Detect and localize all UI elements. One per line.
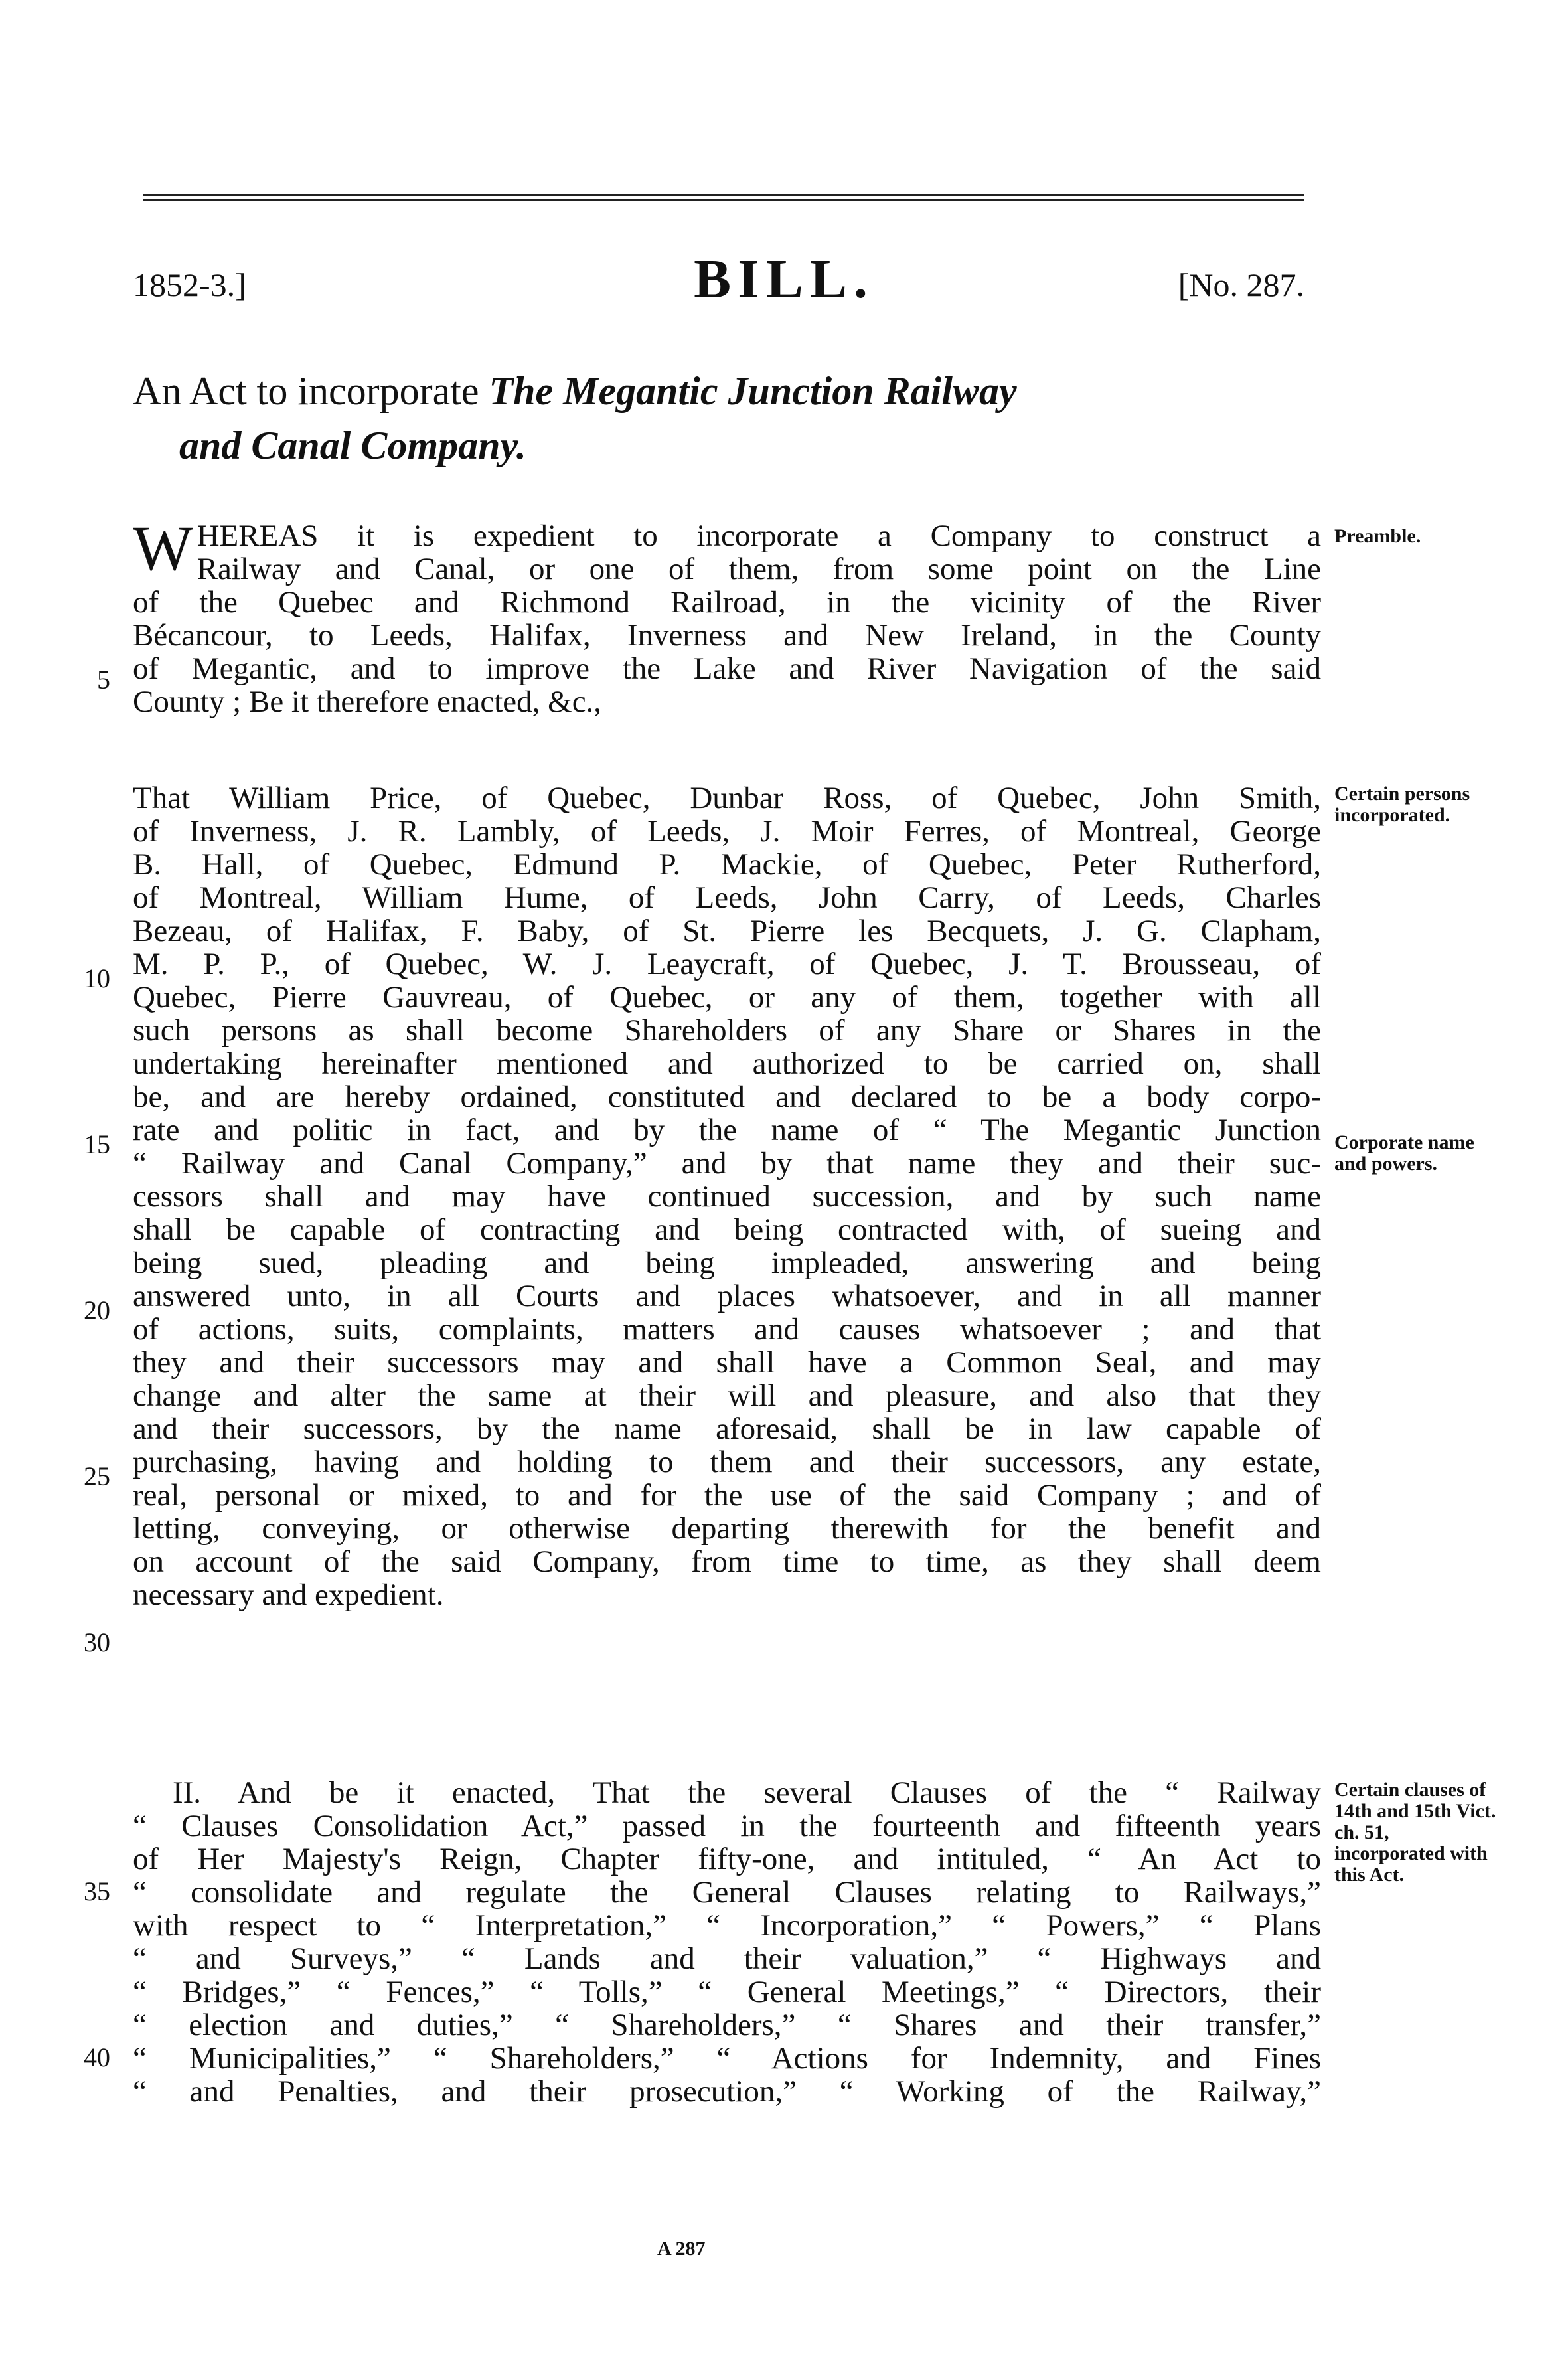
preamble bbox=[133, 513, 1321, 718]
line-number: 35 bbox=[84, 1876, 110, 1906]
line-number: 25 bbox=[84, 1461, 110, 1491]
section-line: change and alter the same at their will and pleasure, and also that they bbox=[133, 1379, 1321, 1412]
section-line: answered unto, in all Courts and places whatsoever, and in all manner bbox=[133, 1279, 1321, 1313]
section-line: Bezeau, of Halifax, F. Baby, of St. Pierre les Becquets, J. G. Clapham, bbox=[133, 914, 1321, 947]
section-line: “ consolidate and regulate the General Clauses relating to Railways,” bbox=[133, 1876, 1321, 1909]
preamble-line: County ; Be it therefore enacted, &c., bbox=[133, 685, 602, 718]
section-line: necessary and expedient. bbox=[133, 1578, 444, 1611]
bill-number: [No. 287. bbox=[1178, 266, 1304, 303]
section-line: and their successors, by the name aforesaid, shall be in law capable of bbox=[133, 1412, 1321, 1445]
section-line: purchasing, having and holding to them and their successors, any estate, bbox=[133, 1445, 1321, 1479]
section-line: Quebec, Pierre Gauvreau, of Quebec, or any of them, together with all bbox=[133, 981, 1321, 1014]
section-line: be, and are hereby ordained, constituted and declared to be a body corpo- bbox=[133, 1080, 1321, 1113]
section-line: shall be capable of contracting and being contracted with, of sueing and bbox=[133, 1213, 1321, 1246]
section-line: on account of the said Company, from time to time, as they shall deem bbox=[133, 1545, 1321, 1578]
section-line: That William Price, of Quebec, Dunbar Ross, of Quebec, John Smith, bbox=[133, 781, 1321, 815]
margin-note-persons: Certain persons incorporated. bbox=[1334, 783, 1470, 826]
act-title-prefix: An Act to incorporate bbox=[133, 369, 479, 413]
line-number: 15 bbox=[84, 1129, 110, 1159]
section-line: undertaking hereinafter mentioned and authorized to be carried on, shall bbox=[133, 1047, 1321, 1080]
line-number: 10 bbox=[84, 963, 110, 993]
dropcap: W bbox=[133, 513, 193, 584]
line-number: 40 bbox=[84, 2042, 110, 2072]
section-line: they and their successors may and shall have a Common Seal, and may bbox=[133, 1346, 1321, 1379]
section-line: “ Bridges,” “ Fences,” “ Tolls,” “ General Meetings,” “ Directors, their bbox=[133, 1975, 1321, 2009]
top-rule-thin bbox=[143, 199, 1304, 201]
section-line: B. Hall, of Quebec, Edmund P. Mackie, of Quebec, Peter Rutherford, bbox=[133, 848, 1321, 881]
section-line: “ and Surveys,” “ Lands and their valuation,” “ Highways and bbox=[133, 1942, 1321, 1975]
section-line: with respect to “ Interpretation,” “ Incorporation,” “ Powers,” “ Plans bbox=[133, 1909, 1321, 1942]
preamble-line: Bécancour, to Leeds, Halifax, Inverness and New Ireland, in the County bbox=[133, 619, 1321, 652]
line-number: 5 bbox=[97, 665, 110, 695]
act-title-name-1: The Megantic Junction Railway bbox=[489, 369, 1017, 413]
section-line: of Inverness, J. R. Lambly, of Leeds, J. Moir Ferres, of Montreal, George bbox=[133, 815, 1321, 848]
line-number: 20 bbox=[84, 1295, 110, 1325]
section-line: of actions, suits, complaints, matters and causes whatsoever ; and that bbox=[133, 1313, 1321, 1346]
section-line: of Montreal, William Hume, of Leeds, John Carry, of Leeds, Charles bbox=[133, 881, 1321, 914]
section-line: such persons as shall become Shareholders of any Share or Shares in the bbox=[133, 1014, 1321, 1047]
section-line: rate and politic in fact, and by the name of “ The Megantic Junction bbox=[133, 1113, 1321, 1147]
section-line: “ and Penalties, and their prosecution,” “ Working of the Railway,” bbox=[133, 2075, 1321, 2108]
section-line: “ Clauses Consolidation Act,” passed in the fourteenth and fifteenth years bbox=[133, 1809, 1321, 1843]
line-number: 30 bbox=[84, 1627, 110, 1657]
act-title-name-2: and Canal Company. bbox=[179, 424, 526, 467]
section-line: “ Railway and Canal Company,” and by that name they and their suc- bbox=[133, 1147, 1321, 1180]
margin-note-name: Corporate name and powers. bbox=[1334, 1131, 1474, 1175]
section-1 bbox=[133, 781, 1321, 1611]
top-rule bbox=[143, 194, 1304, 196]
preamble-line: HEREAS it is expedient to incorporate a Company to construct a bbox=[196, 519, 1321, 552]
preamble-line: Railway and Canal, or one of them, from some point on the Line bbox=[196, 552, 1321, 586]
signature-mark: A 287 bbox=[657, 2238, 706, 2259]
section-line: cessors shall and may have continued succession, and by such name bbox=[133, 1180, 1321, 1213]
margin-note-clauses: Certain clauses of 14th and 15th Vict. ch. 51, incorporated with this Act. bbox=[1334, 1779, 1496, 1886]
bill-heading: BILL. bbox=[694, 248, 874, 310]
section-2 bbox=[133, 1776, 1321, 2108]
preamble-line: of Megantic, and to improve the Lake and River Navigation of the said bbox=[133, 652, 1321, 685]
section-line: “ Municipalities,” “ Shareholders,” “ Actions for Indemnity, and Fines bbox=[133, 2042, 1321, 2075]
section-line: “ election and duties,” “ Shareholders,” “ Shares and their transfer,” bbox=[133, 2009, 1321, 2042]
session-label: 1852-3.] bbox=[133, 266, 246, 303]
section-line: real, personal or mixed, to and for the use of the said Company ; and of bbox=[133, 1479, 1321, 1512]
section-line: II. And be it enacted, That the several Clauses of the “ Railway bbox=[173, 1776, 1321, 1809]
section-line: of Her Majesty's Reign, Chapter fifty-one, and intituled, “ An Act to bbox=[133, 1843, 1321, 1876]
section-line: M. P. P., of Quebec, W. J. Leaycraft, of Quebec, J. T. Brousseau, of bbox=[133, 947, 1321, 981]
margin-note-preamble: Preamble. bbox=[1334, 525, 1421, 547]
section-line: being sued, pleading and being impleaded, answering and being bbox=[133, 1246, 1321, 1279]
section-line: letting, conveying, or otherwise departing therewith for the benefit and bbox=[133, 1512, 1321, 1545]
preamble-line: of the Quebec and Richmond Railroad, in the vicinity of the River bbox=[133, 586, 1321, 619]
act-title bbox=[133, 364, 1348, 473]
